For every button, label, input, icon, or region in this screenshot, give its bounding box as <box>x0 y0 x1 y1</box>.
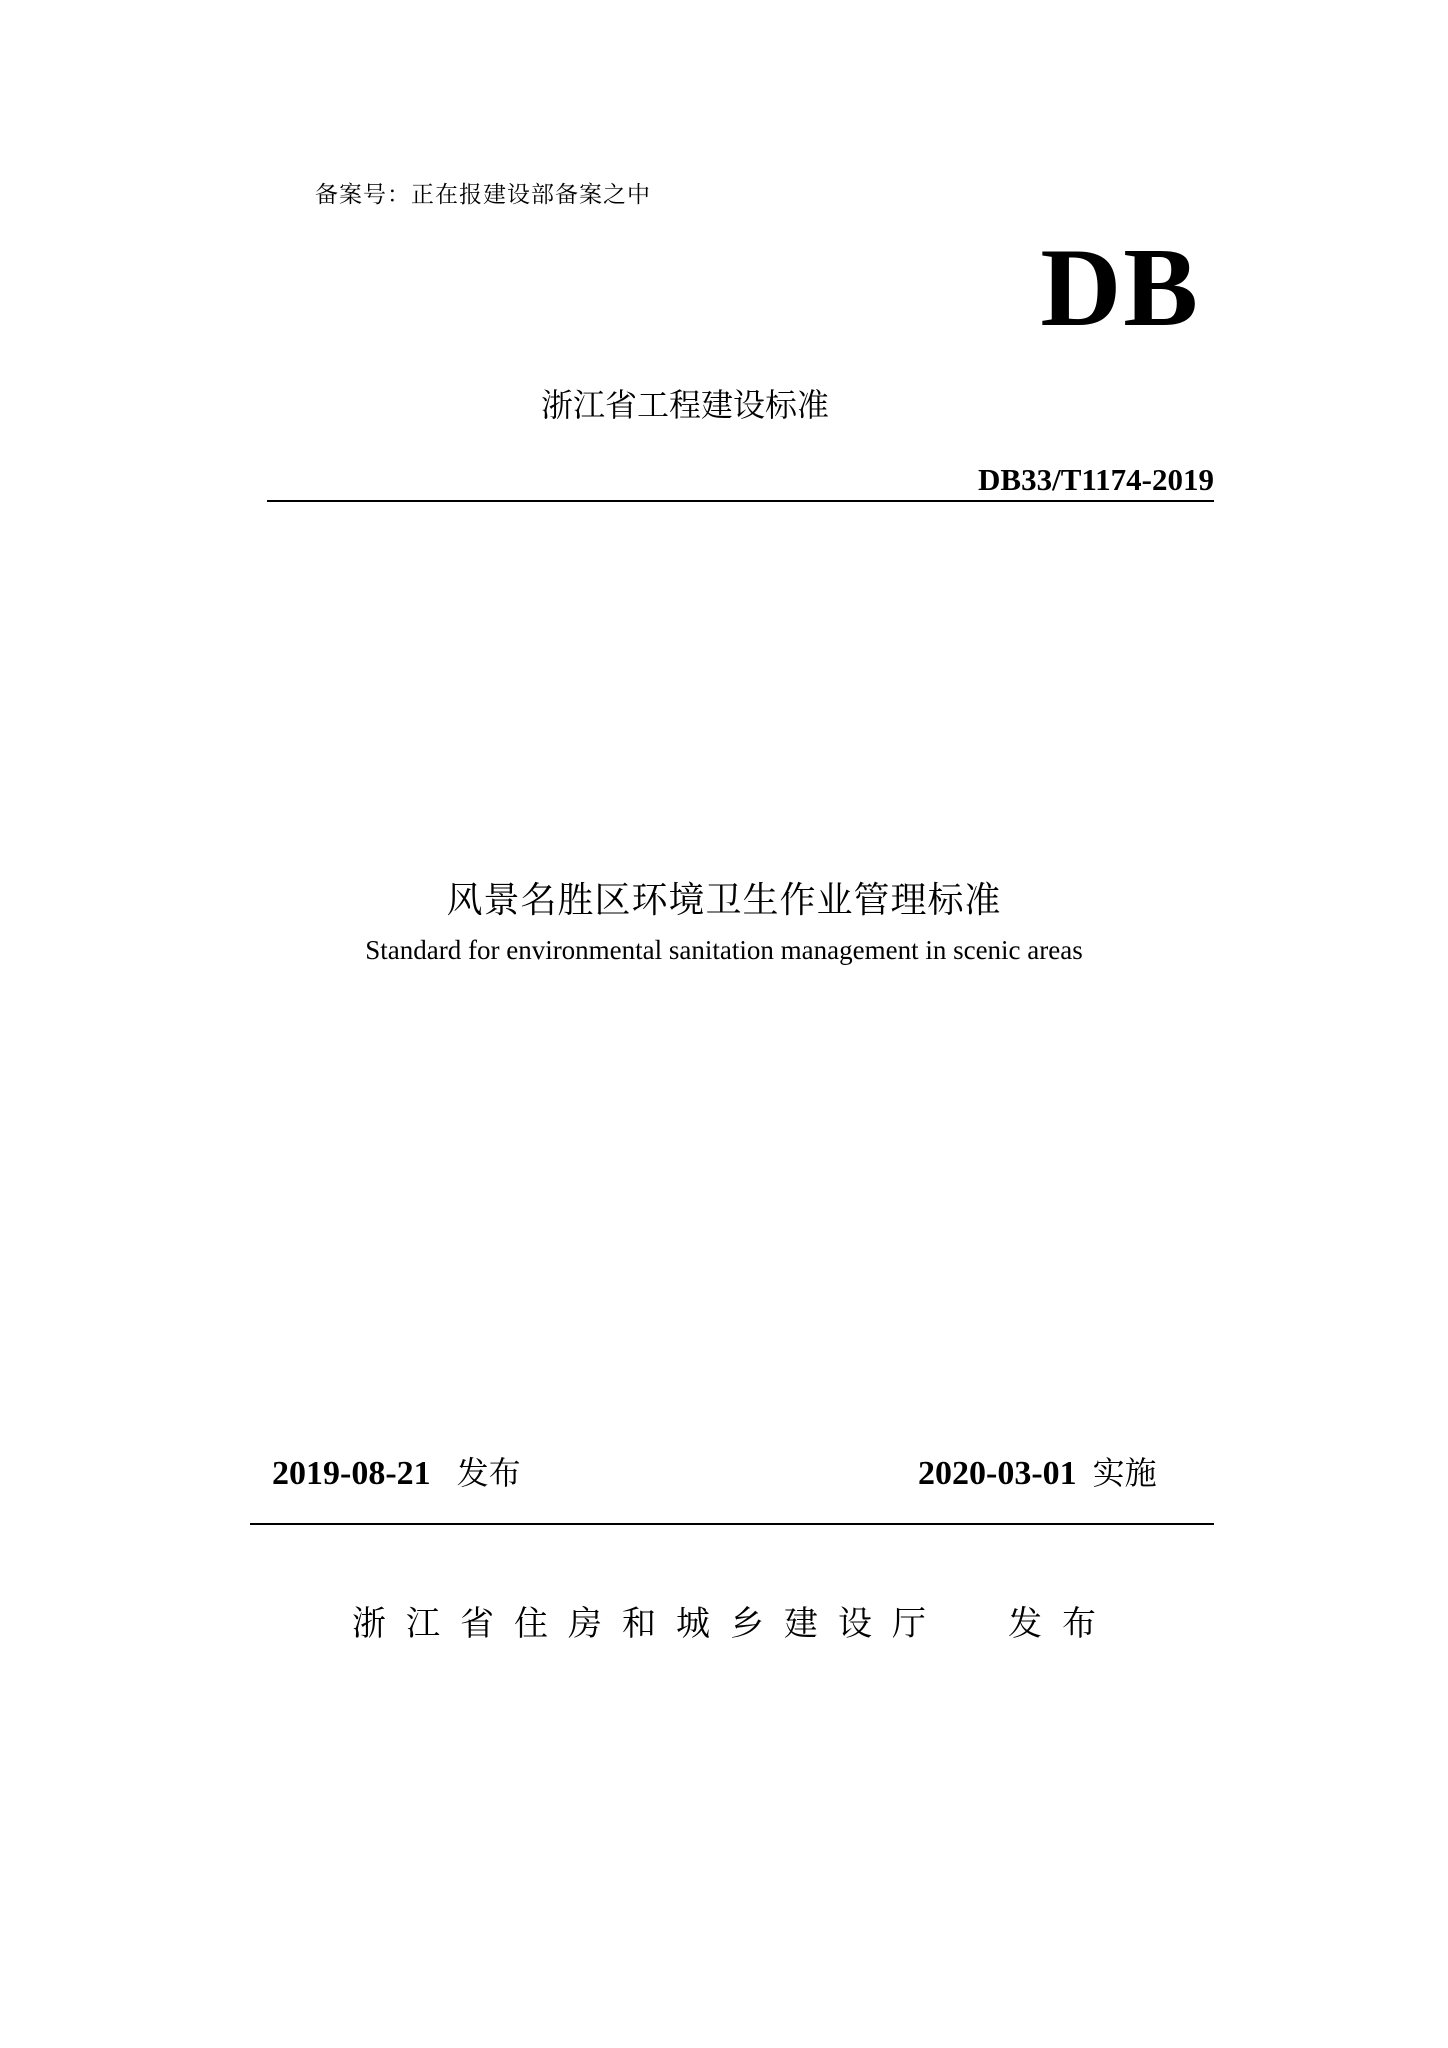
standard-code: DB33/T1174-2019 <box>978 462 1214 497</box>
issue-label: 发布 <box>456 1454 521 1492</box>
bottom-divider <box>250 1523 1214 1525</box>
publisher-name: 浙江省住房和城乡建设厅 <box>352 1604 946 1644</box>
top-divider <box>267 500 1214 502</box>
title-english: Standard for environmental sanitation management in scenic areas <box>365 935 1083 965</box>
publisher-action: 发布 <box>1008 1604 1116 1644</box>
filing-number: 备案号：正在报建设部备案之中 <box>315 182 651 208</box>
title-chinese: 风景名胜区环境卫生作业管理标准 <box>446 880 1002 921</box>
issue-date: 2019-08-21 <box>272 1455 431 1492</box>
db-mark: DB <box>1040 226 1200 350</box>
standard-category: 浙江省工程建设标准 <box>541 386 830 424</box>
implementation-date-block <box>918 1448 1157 1494</box>
implementation-label: 实施 <box>1092 1454 1157 1492</box>
implementation-date: 2020-03-01 <box>918 1455 1077 1492</box>
issue-date-block <box>272 1448 521 1494</box>
